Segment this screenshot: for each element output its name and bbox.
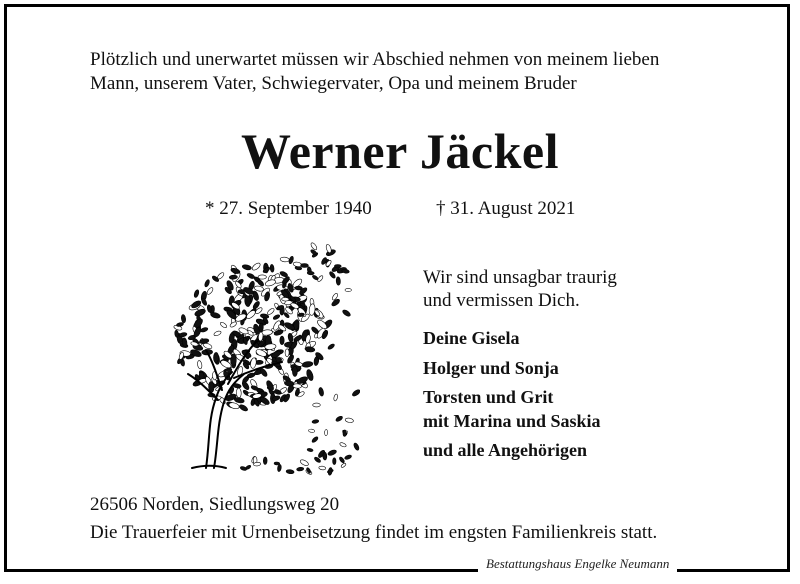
funeral-notice: Die Trauerfeier mit Urnenbeisetzung findet im engsten Familienkreis statt.: [90, 522, 658, 543]
intro-text: [90, 48, 730, 96]
family-member: Torsten und Grit: [423, 387, 554, 407]
intro-line-1: Plötzlich und unerwartet müssen wir Abschied nehmen von meinem lieben: [90, 49, 660, 70]
message-line-1: Wir sind unsagbar traurig: [423, 267, 617, 288]
family-member: Holger und Sonja: [423, 358, 559, 378]
family-member: und alle Angehörigen: [423, 440, 588, 460]
birth-date: * 27. September 1940: [205, 198, 372, 219]
death-date: † 31. August 2021: [436, 198, 576, 219]
family-member: Deine Gisela: [423, 328, 520, 348]
message-line-2: und vermissen Dich.: [423, 290, 580, 311]
address: 26506 Norden, Siedlungsweg 20: [90, 494, 340, 515]
intro-line-2: Mann, unserem Vater, Schwiegervater, Opa und meinem Bruder: [90, 73, 577, 94]
family-member: mit Marina und Saskia: [423, 411, 601, 431]
windblown-tree-illustration: [162, 240, 360, 476]
message: [423, 266, 617, 312]
funeral-home-credit: Bestattungshaus Engelke Neumann: [478, 556, 677, 572]
deceased-name: Werner Jäckel: [241, 123, 559, 179]
